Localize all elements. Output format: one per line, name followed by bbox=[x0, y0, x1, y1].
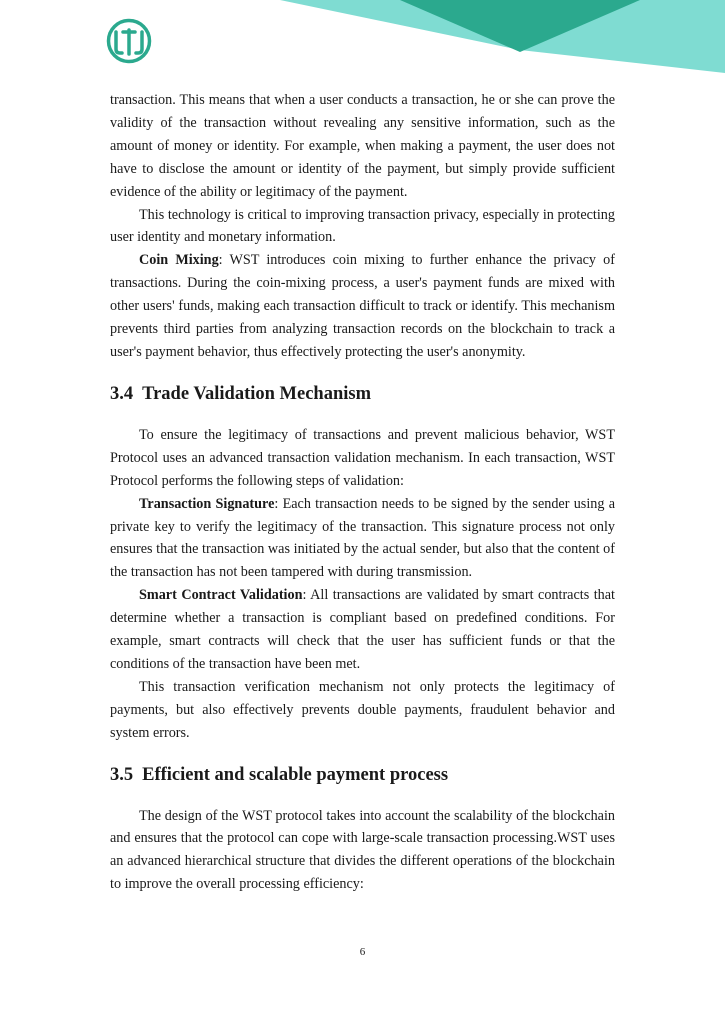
section-number: 3.5 bbox=[110, 764, 134, 785]
section-title: Efficient and scalable payment process bbox=[142, 764, 449, 785]
document-body bbox=[110, 89, 615, 896]
section-heading-3-5 bbox=[110, 763, 615, 787]
page-number: 6 bbox=[359, 946, 366, 958]
transaction-signature-paragraph bbox=[110, 493, 615, 585]
smart-contract-term: Smart Contract Validation bbox=[139, 587, 303, 604]
smart-contract-text: : All transactions are validated by smart contracts that determine whether a transaction is compliant based on predefined conditions. For example, smart contracts will check that the user has sufficient funds or that the conditions of the transaction have been met. bbox=[110, 587, 615, 672]
transaction-signature-text: : Each transaction needs to be signed by the sender using a private key to verify the legitimacy of the transaction. This signature process not only ensures that the transaction was initiated by the actual sender, but also that the content of the transaction has not been tampered with during transmission. bbox=[110, 495, 615, 581]
intro-paragraph-1: transaction. This means that when a user conducts a transaction, he or she can prove the validity of the transaction without revealing any sensitive information, such as the amount of money or identity. For example, when making a payment, the user does not have to disclose the amount or identity of the payment, but simply provide sufficient evidence of the ability or legitimacy of the payment. bbox=[110, 92, 615, 200]
coin-mixing-paragraph bbox=[110, 249, 615, 364]
scalability-paragraph: The design of the WST protocol takes into account the scalability of the blockchain and ensures that the protocol can cope with large-scale transaction processing.WST uses an advanced hierarchical structure that divides the different operations of the blockchain to improve the overall processing efficiency: bbox=[110, 807, 615, 893]
gtg-logo-icon bbox=[106, 18, 152, 64]
transaction-signature-term: Transaction Signature bbox=[139, 495, 275, 512]
section-number: 3.4 bbox=[110, 383, 134, 404]
section-title: Trade Validation Mechanism bbox=[142, 383, 371, 404]
coin-mixing-term: Coin Mixing bbox=[139, 252, 219, 269]
intro-paragraph-2: This technology is critical to improving transaction privacy, especially in protecting user identity and monetary information. bbox=[110, 206, 615, 246]
verification-summary-paragraph: This transaction verification mechanism not only protects the legitimacy of payments, but also effectively prevents double payments, fraudulent behavior and system errors. bbox=[110, 678, 615, 741]
coin-mixing-text: : WST introduces coin mixing to further enhance the privacy of transactions. During the coin-mixing process, a user's payment funds are mixed with other users' funds, making each transaction difficult to track or identify. This mechanism prevents third parties from analyzing transaction records on the blockchain to track a user's payment behavior, thus effectively protecting the user's anonymity. bbox=[110, 252, 615, 360]
smart-contract-paragraph bbox=[110, 584, 615, 676]
validation-intro-paragraph: To ensure the legitimacy of transactions and prevent malicious behavior, WST Protocol uses an advanced transaction validation mechanism. In each transaction, WST Protocol performs the following steps of validation: bbox=[110, 426, 615, 489]
section-heading-3-4 bbox=[110, 382, 615, 406]
